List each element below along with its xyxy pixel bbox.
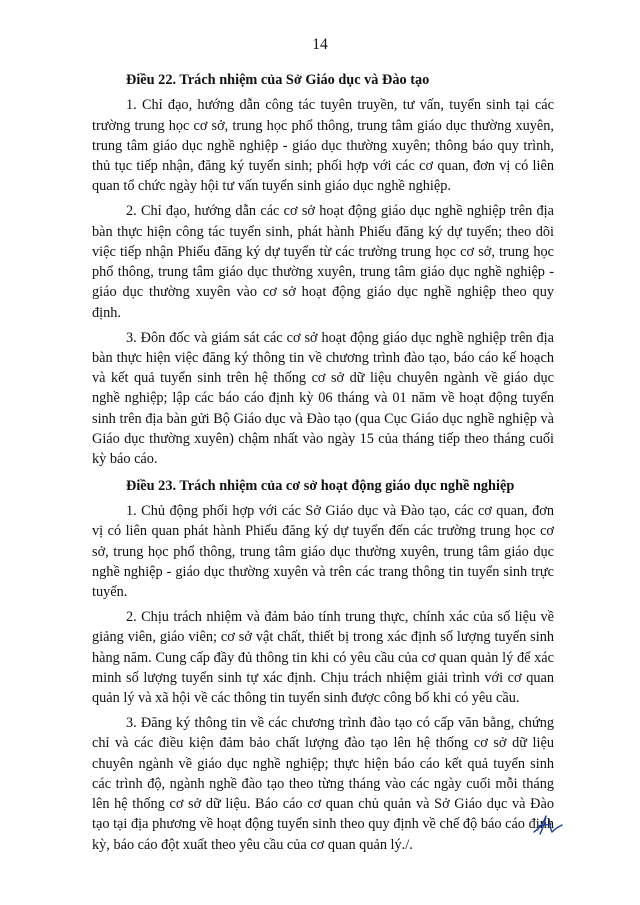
article-paragraph: 3. Đôn đốc và giám sát các cơ sở hoạt động giáo dục nghề nghiệp trên địa bàn thực hiện việc đăng ký thông tin về chương trình đào tạo, báo cáo kế hoạch và kết quả tuyển sinh trên hệ thống cơ sở dữ liệu chuyên ngành về giáo dục nghề nghiệp; lập các báo cáo định kỳ 06 tháng và 01 năm về hoạt động tuyển sinh trên địa bàn gửi Bộ Giáo dục và Đào tạo (qua Cục Giáo dục nghề nghiệp và Giáo dục thường xuyên) chậm nhất vào ngày 15 của tháng tiếp theo tháng cuối kỳ báo cáo. [92, 329, 554, 468]
article-paragraph: 1. Chỉ đạo, hướng dẫn công tác tuyên truyền, tư vấn, tuyển sinh tại các trường trung học cơ sở, trung học phổ thông, trung tâm giáo dục thường xuyên, trung tâm giáo dục nghề nghiệp - giáo dục thường xuyên; thông báo quy trình, thủ tục tiếp nhận, đăng ký tuyển sinh; phối hợp với các cơ quan, đơn vị có liên quan tổ chức ngày hội tư vấn tuyển sinh giáo dục nghề nghiệp. [92, 97, 554, 195]
page-number: 14 [312, 36, 328, 53]
article-paragraph: 2. Chịu trách nhiệm và đảm bảo tính trung thực, chính xác của số liệu về giảng viên, giáo viên; cơ sở vật chất, thiết bị trong xác định số lượng tuyển sinh hàng năm. Cung cấp đầy đủ thông tin khi có yêu cầu của cơ quan quản lý để xác minh số lượng tuyển sinh tự xác định. Chịu trách nhiệm giải trình với cơ quan quản lý và xã hội về các thông tin tuyển sinh được công bố khi có yêu cầu. [92, 608, 554, 707]
article-heading: Điều 23. Trách nhiệm của cơ sở hoạt động giáo dục nghề nghiệp [126, 477, 515, 494]
signature-stroke [534, 816, 562, 834]
article-22 [92, 70, 554, 470]
document-body [92, 64, 554, 859]
article-paragraph: 2. Chỉ đạo, hướng dẫn các cơ sở hoạt động giáo dục nghề nghiệp trên địa bàn thực hiện công tác tuyển sinh, phát hành Phiếu đăng ký dự tuyển; theo dõi việc tiếp nhận Phiếu đăng ký dự tuyển từ các trường trung học cơ sở, trung học phổ thông, trung tâm giáo dục thường xuyên, trung tâm giáo dục nghề nghiệp - giáo dục thường xuyên vào cơ sở hoạt động giáo dục nghề nghiệp theo quy định. [92, 203, 554, 321]
initial-signature [531, 812, 565, 838]
article-paragraph: 3. Đăng ký thông tin về các chương trình đào tạo có cấp văn bằng, chứng chỉ và các điều kiện đảm bảo chất lượng đào tạo lên hệ thống cơ sở dữ liệu chuyên ngành về giáo dục nghề nghiệp; thực hiện báo cáo kết quả tuyển sinh các trình độ, ngành nghề đào tạo theo từng tháng vào các ngày cuối mỗi tháng lên hệ thống cơ sở dữ liệu. Báo cáo cơ quan chủ quản và Sở Giáo dục và Đào tạo tại địa phương về hoạt động tuyển sinh theo quy định về chế độ báo cáo định kỳ, báo cáo đột xuất theo yêu cầu của cơ quan quản lý./. [92, 714, 554, 853]
article-23 [92, 476, 554, 855]
article-paragraph: 1. Chủ động phối hợp với các Sở Giáo dục và Đào tạo, các cơ quan, đơn vị có liên quan phát hành Phiếu đăng ký dự tuyển đến các trường trung học cơ sở, trung học phổ thông, trung tâm giáo dục thường xuyên, trung tâm giáo dục nghề nghiệp - giáo dục thường xuyên và trên các trang thông tin tuyển sinh trực tuyến. [92, 502, 554, 601]
article-heading: Điều 22. Trách nhiệm của Sở Giáo dục và Đào tạo [126, 72, 430, 88]
